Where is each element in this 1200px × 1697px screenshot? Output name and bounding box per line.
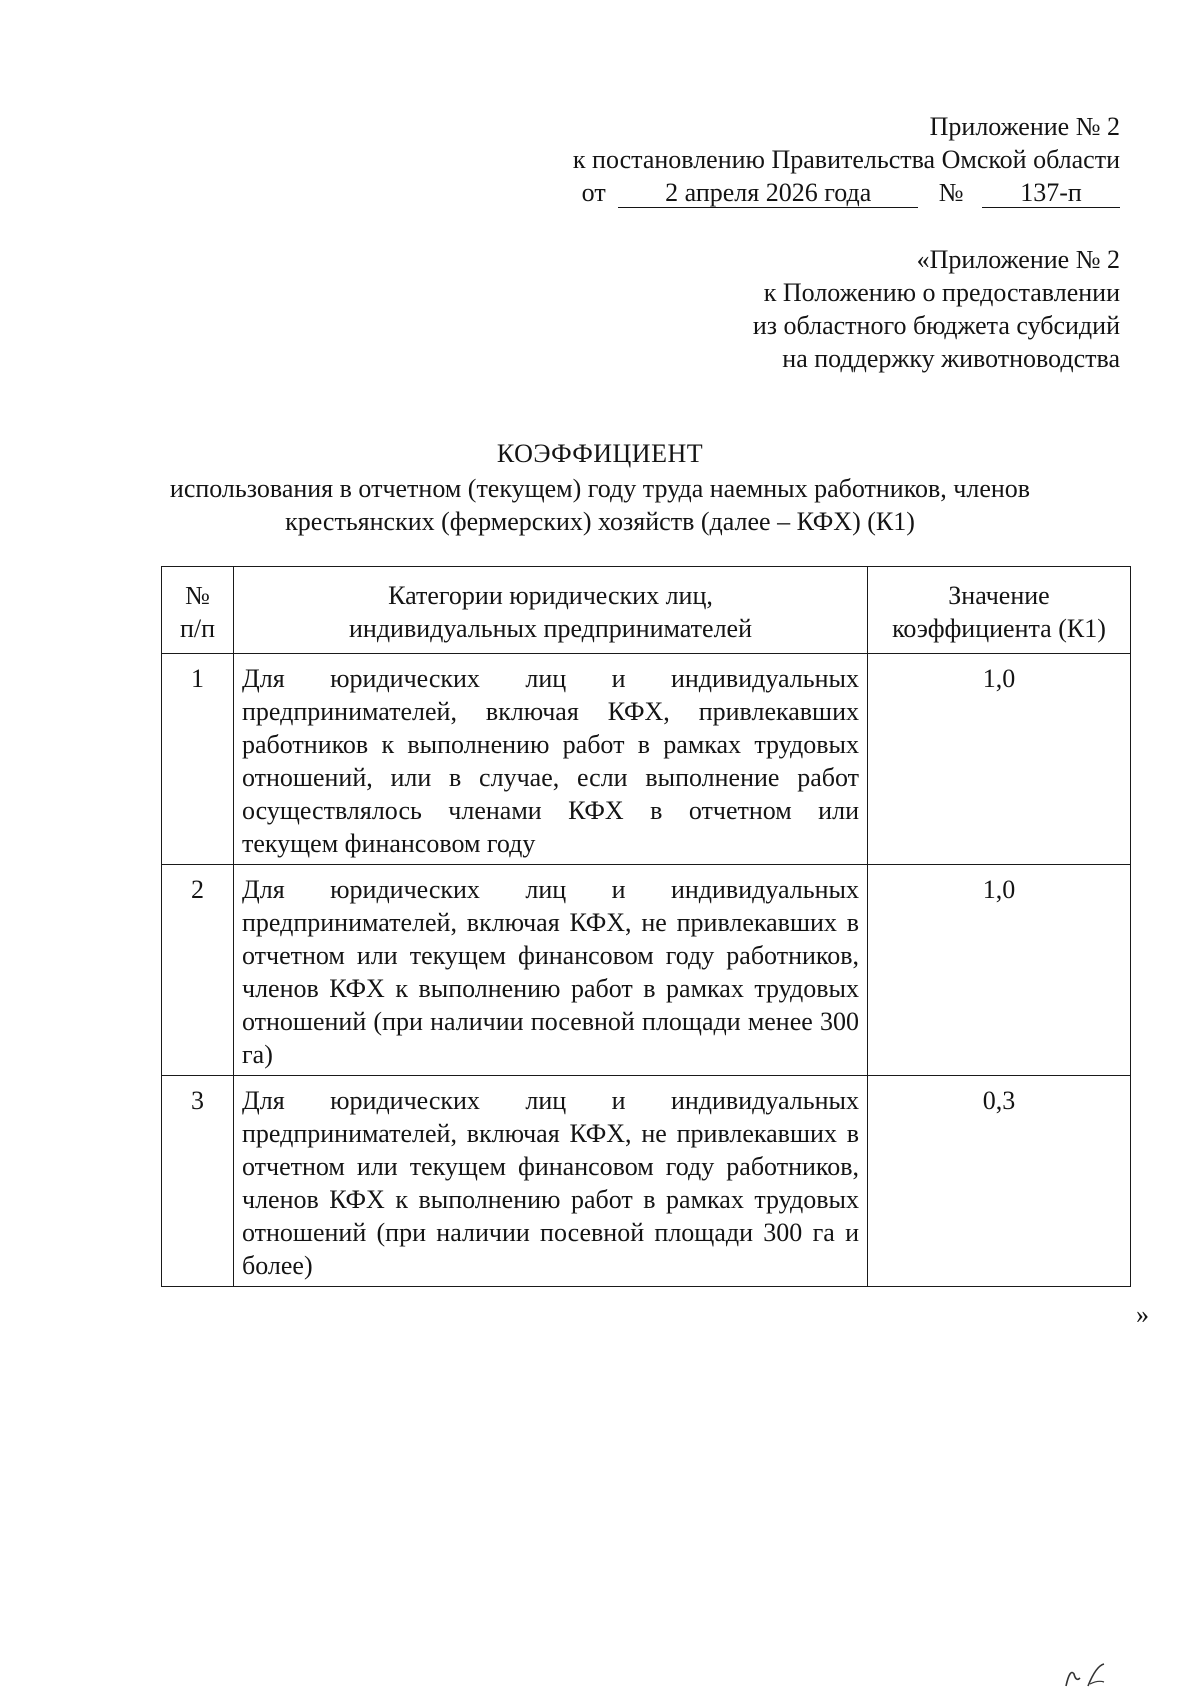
closing-quote: » xyxy=(1136,1300,1149,1329)
header-category xyxy=(234,567,868,654)
header-value-line2: коэффициента (К1) xyxy=(892,614,1106,643)
row-category: Для юридических лиц и индивидуальных предпринимателей, включая КФХ, не привлекавших в отчетном или текущем финансовом году работников, членов КФХ к выполнению работ в рамках трудовых отношений (при наличии посевной площади 300 га и более) xyxy=(234,1076,868,1287)
number-field xyxy=(982,179,1120,208)
row-value: 1,0 xyxy=(868,865,1131,1076)
row-category: Для юридических лиц и индивидуальных предпринимателей, включая КФХ, не привлекавших в отчетном или текущем финансовом году работников, членов КФХ к выполнению работ в рамках трудовых отношений (при наличии посевной площади менее 300 га) xyxy=(234,865,868,1076)
row-num: 3 xyxy=(162,1076,234,1287)
annex-line2: к Положению о предоставлении xyxy=(763,278,1120,307)
date-field xyxy=(618,179,918,208)
coefficient-table xyxy=(161,566,1131,1287)
title-subline-1: использования в отчетном (текущем) году труда наемных работников, членов xyxy=(169,474,1031,503)
header-value-line1: Значение xyxy=(948,581,1050,610)
document-title: КОЭФФИЦИЕНТ xyxy=(496,439,704,468)
row-value: 1,0 xyxy=(868,654,1131,865)
row-num: 1 xyxy=(162,654,234,865)
header-line2: к постановлению Правительства Омской области xyxy=(572,145,1120,174)
row-category: Для юридических лиц и индивидуальных предпринимателей, включая КФХ, привлекавших работников к выполнению работ в рамках трудовых отношений, или в случае, если выполнение работ осуществлялось членами КФХ в отчетном или текущем финансовом году xyxy=(234,654,868,865)
number-label: № xyxy=(938,178,964,207)
number-value: 137-п xyxy=(1020,178,1082,207)
header-category-line2: индивидуальных предпринимателей xyxy=(349,614,752,643)
table-header-row xyxy=(162,567,1131,654)
table-row xyxy=(162,865,1131,1076)
header-num-line2: п/п xyxy=(179,614,216,643)
row-num: 2 xyxy=(162,865,234,1076)
approval-header xyxy=(573,110,1120,209)
date-value: 2 апреля 2026 года xyxy=(665,178,872,207)
from-label: от xyxy=(581,178,606,207)
initials-mark xyxy=(1060,1660,1120,1690)
annex-header xyxy=(753,243,1120,375)
annex-line4: на поддержку животноводства xyxy=(782,344,1120,373)
annex-line3: из областного бюджета субсидий xyxy=(752,311,1120,340)
table-row xyxy=(162,1076,1131,1287)
header-num xyxy=(162,567,234,654)
header-date-line xyxy=(573,176,1120,209)
header-value xyxy=(868,567,1131,654)
annex-line1: «Приложение № 2 xyxy=(916,245,1120,274)
header-num-line1: № xyxy=(185,581,210,610)
row-value: 0,3 xyxy=(868,1076,1131,1287)
title-subline-2: крестьянских (фермерских) хозяйств (далее – КФХ) (К1) xyxy=(285,507,915,536)
table-row xyxy=(162,654,1131,865)
header-line1: Приложение № 2 xyxy=(929,112,1120,141)
header-category-line1: Категории юридических лиц, xyxy=(388,581,713,610)
